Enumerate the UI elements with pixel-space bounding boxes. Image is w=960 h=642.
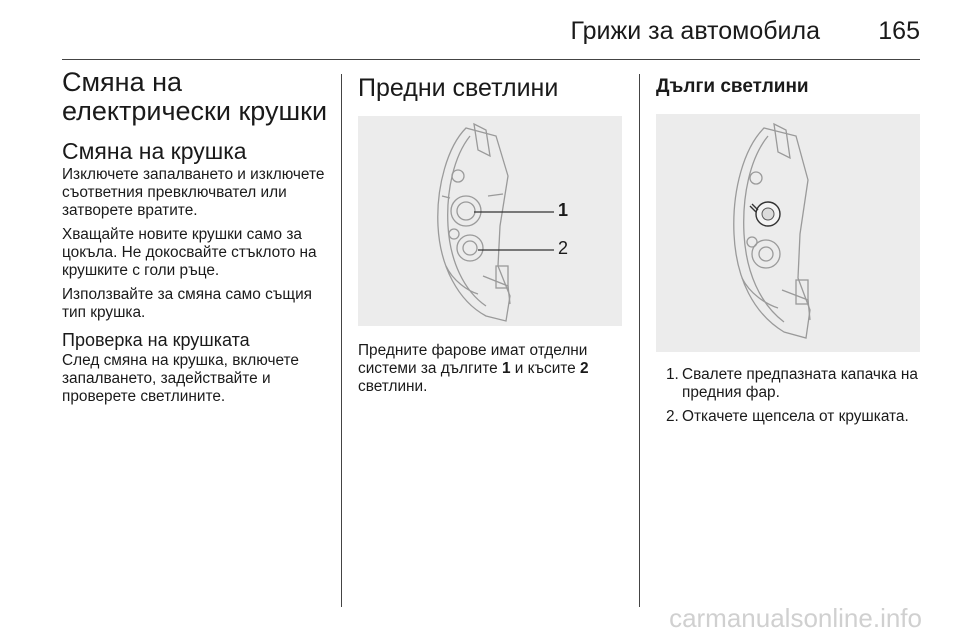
subsection-title: Проверка на крушката	[62, 330, 250, 350]
paragraph-ignition: Изключете запалването и изключете съответния превключвател или затворете вратите.	[62, 166, 325, 219]
high-beam-illustration	[656, 114, 920, 352]
page-number: 165	[878, 17, 920, 45]
figure-label-1: 1	[558, 200, 569, 220]
column-2	[358, 68, 624, 402]
main-heading	[62, 68, 332, 126]
step-item	[656, 366, 922, 402]
step-text: Откачете щепсела от крушката.	[682, 408, 909, 425]
step-number: 1.	[666, 366, 679, 383]
step-text: Свалете предпазната капачка на предния фар.	[682, 366, 918, 401]
caption-text-3: светлини.	[358, 378, 428, 395]
figure-label-2: 2	[558, 238, 569, 258]
column-1	[62, 68, 332, 412]
high-beam-heading: Дълги светлини	[656, 76, 809, 97]
headlight-caption	[358, 342, 624, 396]
high-beam-steps	[656, 366, 922, 426]
headlight-figure	[358, 116, 622, 326]
column-divider-1	[341, 74, 342, 607]
paragraph-same-type: Използвайте за смяна само същия тип крушка.	[62, 286, 312, 321]
caption-text-2: и късите	[510, 360, 581, 377]
header-rule	[62, 59, 920, 60]
caption-text-1: Предните фарове имат отделни системи за дългите	[358, 342, 588, 377]
main-heading-line-2: електрически крушки	[62, 96, 328, 126]
paragraph-check: След смяна на крушка, включете запалването, задействайте и проверете светлините.	[62, 352, 299, 405]
caption-ref-2: 2	[580, 360, 589, 377]
paragraph-handling: Хващайте новите крушки само за цокъла. Не докосвайте стъклото на крушките с голи ръце.	[62, 226, 317, 279]
column-divider-2	[639, 74, 640, 607]
high-beam-figure	[656, 114, 920, 352]
column-3	[656, 68, 922, 432]
section-title: Смяна на крушка	[62, 138, 247, 164]
headlights-heading: Предни светлини	[358, 74, 559, 102]
caption-ref-1: 1	[501, 360, 511, 377]
step-number: 2.	[666, 408, 679, 425]
header-title: Грижи за автомобила	[570, 17, 820, 45]
headlight-illustration	[358, 116, 622, 326]
watermark: carmanualsonline.info	[669, 603, 922, 633]
main-heading-line-1: Смяна на	[62, 67, 183, 97]
page-header	[0, 0, 960, 62]
step-item	[656, 408, 922, 426]
